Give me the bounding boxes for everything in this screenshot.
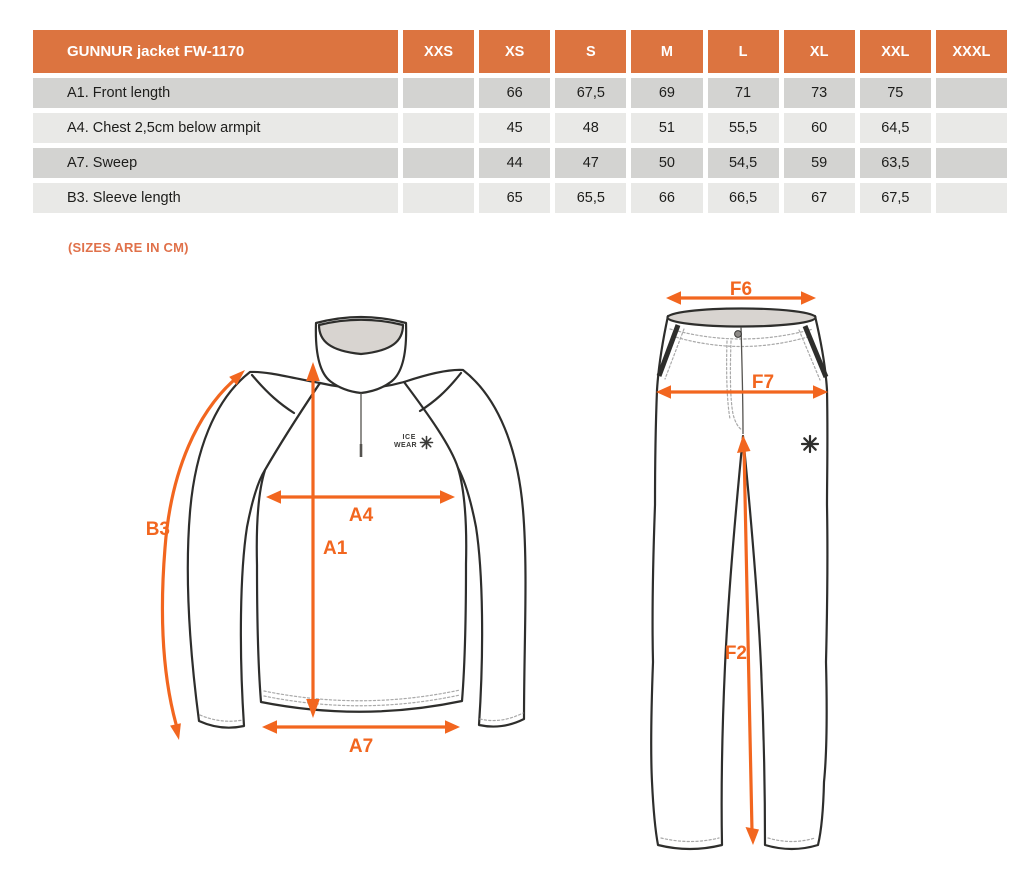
a1-label: A1 <box>323 538 348 559</box>
size-table <box>28 25 1012 218</box>
cell: 54,5 <box>708 148 779 178</box>
b3-label: B3 <box>145 519 170 540</box>
cell: 50 <box>631 148 702 178</box>
cell: 44 <box>479 148 550 178</box>
size-table-wrap <box>28 25 1012 218</box>
cell: 51 <box>631 113 702 143</box>
cell <box>936 113 1007 143</box>
jacket-diagram <box>120 288 570 768</box>
cell: 75 <box>860 78 931 108</box>
size-header-xxl: XXL <box>860 30 931 73</box>
cell: 47 <box>555 148 626 178</box>
cell <box>936 183 1007 213</box>
cell: 67,5 <box>860 183 931 213</box>
size-header-xxs: XXS <box>403 30 474 73</box>
cell <box>403 183 474 213</box>
cell: 59 <box>784 148 855 178</box>
snowflake-icon <box>802 436 818 452</box>
sizes-in-cm-note: (SIZES ARE IN CM) <box>68 240 189 255</box>
cell <box>403 78 474 108</box>
pants-diagram <box>640 278 900 878</box>
a7-arrowhead-right <box>445 720 460 734</box>
cell: 65,5 <box>555 183 626 213</box>
a7-arrowhead-left <box>262 720 277 734</box>
row-label: A7. Sweep <box>33 148 398 178</box>
cell: 71 <box>708 78 779 108</box>
logo-text-ice: ICE <box>402 434 416 441</box>
table-row-sleeve-length <box>33 183 1007 213</box>
row-label: B3. Sleeve length <box>33 183 398 213</box>
cell: 45 <box>479 113 550 143</box>
table-row-front-length <box>33 78 1007 108</box>
cell: 69 <box>631 78 702 108</box>
size-header-xxxl: XXXL <box>936 30 1007 73</box>
cell <box>403 113 474 143</box>
cell: 60 <box>784 113 855 143</box>
cell: 55,5 <box>708 113 779 143</box>
cell: 67,5 <box>555 78 626 108</box>
cell <box>936 148 1007 178</box>
size-header-xs: XS <box>479 30 550 73</box>
row-label: A1. Front length <box>33 78 398 108</box>
size-header-xl: XL <box>784 30 855 73</box>
row-label: A4. Chest 2,5cm below armpit <box>33 113 398 143</box>
cell: 66 <box>479 78 550 108</box>
f6-label: F6 <box>729 279 753 300</box>
cell: 66,5 <box>708 183 779 213</box>
size-header-m: M <box>631 30 702 73</box>
cell: 66 <box>631 183 702 213</box>
logo-text-wear: WEAR <box>394 442 417 449</box>
a1-arrowhead-top <box>306 362 320 381</box>
f6-arrowhead-left <box>666 291 681 305</box>
a4-label: A4 <box>348 505 374 526</box>
cell <box>403 148 474 178</box>
f6-arrowhead-right <box>801 291 816 305</box>
cell: 73 <box>784 78 855 108</box>
f2-label: F2 <box>724 643 747 664</box>
f2-arrowhead-bottom <box>746 827 760 845</box>
cell: 63,5 <box>860 148 931 178</box>
product-title: GUNNUR jacket FW-1170 <box>33 30 398 73</box>
size-table-header-row <box>33 30 1007 73</box>
pants-body <box>651 316 827 849</box>
cell: 64,5 <box>860 113 931 143</box>
cell: 65 <box>479 183 550 213</box>
snowflake-icon <box>421 437 433 449</box>
b3-arrowhead-bottom <box>170 723 181 740</box>
a7-label: A7 <box>348 736 374 757</box>
table-row-chest <box>33 113 1007 143</box>
cell: 48 <box>555 113 626 143</box>
f7-label: F7 <box>751 372 775 393</box>
table-row-sweep <box>33 148 1007 178</box>
size-header-l: L <box>708 30 779 73</box>
waist-button <box>735 331 742 338</box>
cell <box>936 78 1007 108</box>
cell: 67 <box>784 183 855 213</box>
size-header-s: S <box>555 30 626 73</box>
pants-waist-opening <box>668 309 816 327</box>
